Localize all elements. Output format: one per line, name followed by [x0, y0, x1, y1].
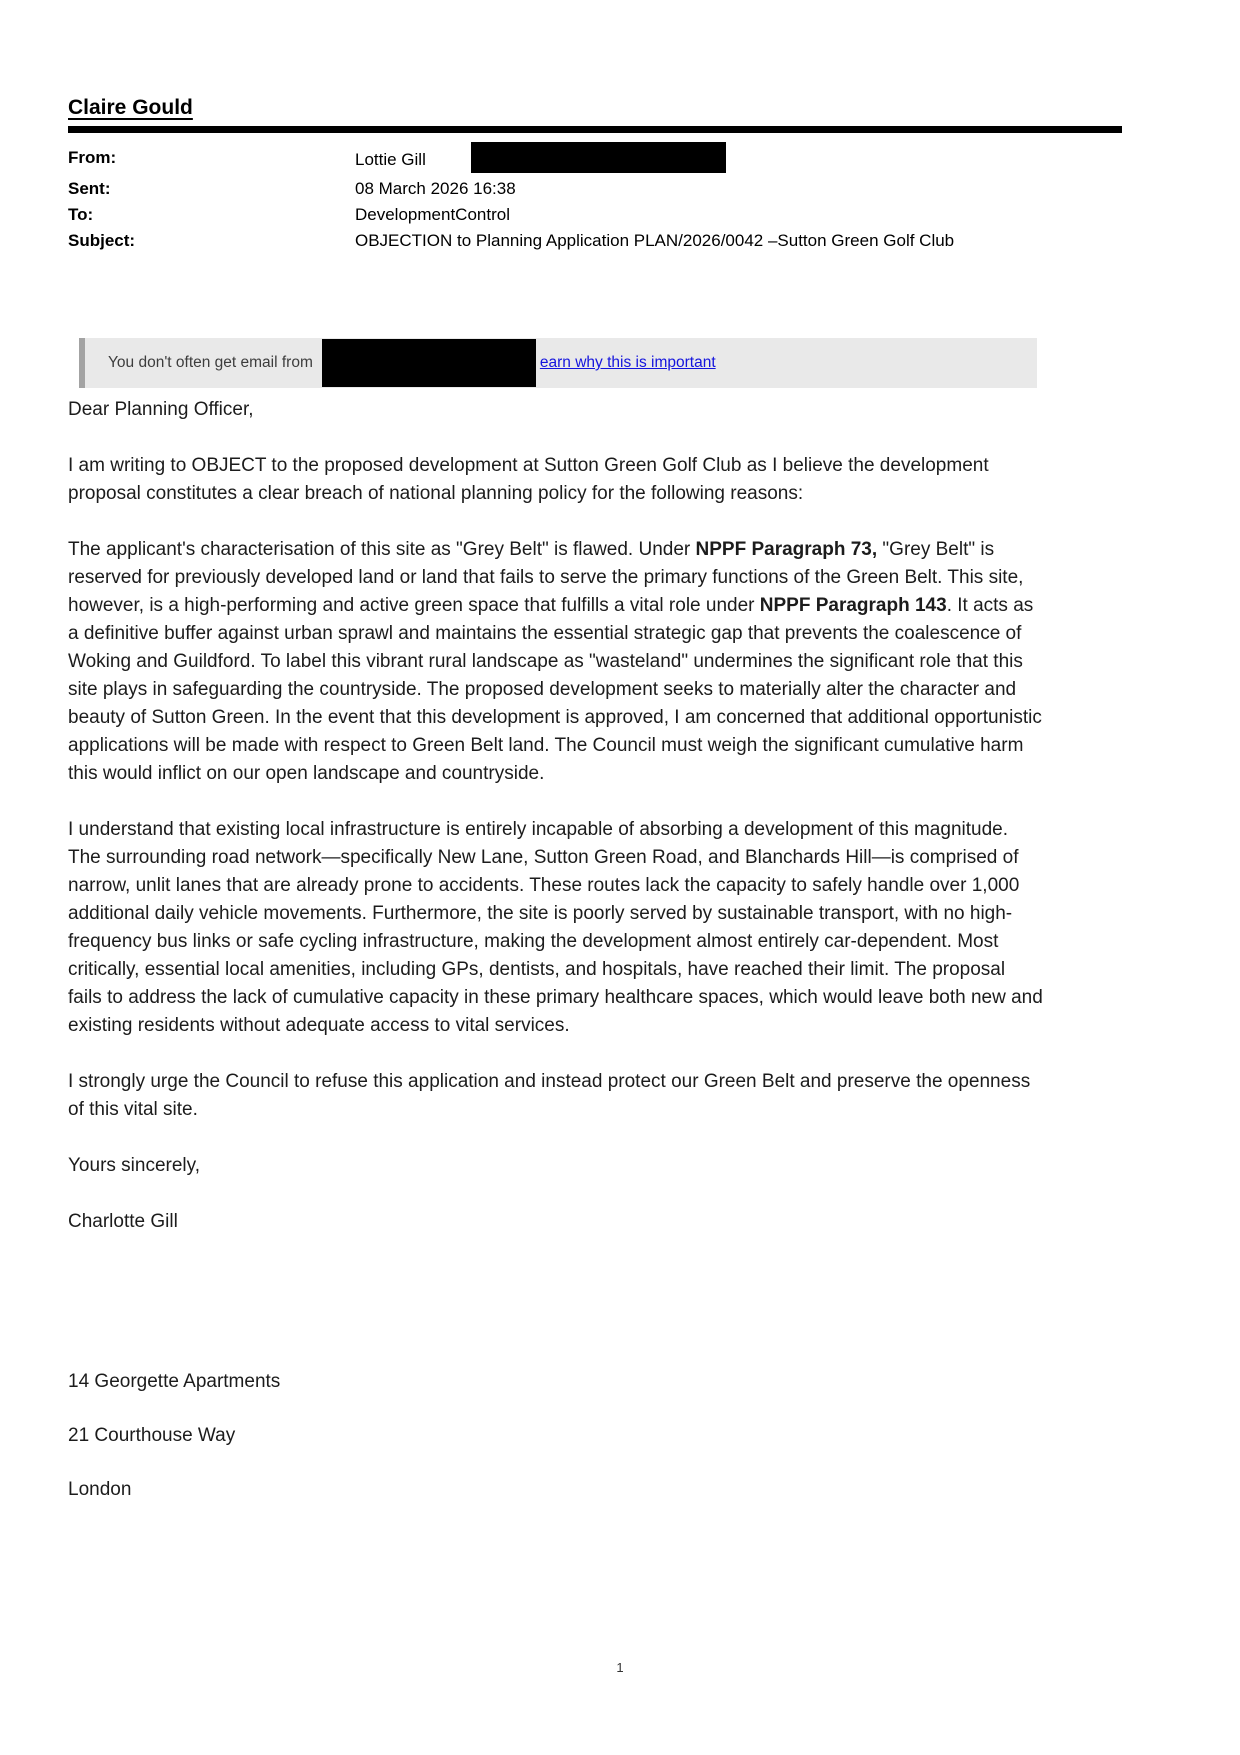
- address-line-3: London: [68, 1479, 132, 1500]
- paragraph-grey-belt: [68, 536, 1043, 788]
- header-row-to: [68, 202, 1240, 228]
- paragraph-infrastructure: I understand that existing local infrastructure is entirely incapable of absorbing a development of this magnitude. The surrounding road network—specifically New Lane, Sutton Green Road, and Blanchards Hill—is comprised of narrow, unlit lanes that are already prone to accidents. These routes lack the capacity to safely handle over 1,000 additional daily vehicle movements. Furthermore, the site is poorly served by sustainable transport, with no high-frequency bus links or safe cycling infrastructure, making the development almost entirely car-dependent. Most critically, essential local amenities, including GPs, dentists, and hospitals, have reached their limit. The proposal fails to address the lack of cumulative capacity in these primary healthcare spaces, which would leave both new and existing residents without adequate access to vital services.: [68, 819, 1043, 1036]
- page-number: 1: [616, 1660, 624, 1675]
- address-line-2: 21 Courthouse Way: [68, 1425, 236, 1446]
- header-row-sent: [68, 176, 1240, 202]
- sender-address-block: [68, 1368, 1043, 1504]
- header-row-from: [68, 145, 1240, 176]
- from-label: From:: [68, 148, 117, 167]
- sent-value: 08 March 2026 16:38: [355, 179, 516, 198]
- header-divider-rule: [68, 126, 1122, 133]
- banner-text: You don't often get email from: [108, 354, 313, 371]
- to-label: To:: [68, 205, 94, 224]
- paragraph-intro: I am writing to OBJECT to the proposed development at Sutton Green Golf Club as I believe the development proposal constitutes a clear breach of national planning policy for the following reasons:: [68, 455, 989, 504]
- subject-value: OBJECTION to Planning Application PLAN/2026/0042 –Sutton Green Golf Club: [355, 231, 955, 250]
- unfamiliar-sender-banner: [79, 338, 1037, 388]
- redaction-box-banner-email: [322, 339, 536, 387]
- email-header-fields: [68, 145, 1240, 254]
- header-row-subject: [68, 228, 1240, 254]
- nppf-paragraph-143-bold: NPPF Paragraph 143: [759, 595, 947, 616]
- from-value: [355, 145, 726, 176]
- banner-left-bar: [79, 338, 85, 388]
- closing: Yours sincerely,: [68, 1155, 201, 1176]
- sender-name: Lottie Gill: [355, 149, 426, 169]
- grey-belt-text-post: . It acts as a definitive buffer against urban sprawl and maintains the essential strategic gap that prevents the coalescence of Woking and Guildford. To label this vibrant rural landscape as "wasteland" undermines the significant role that this site plays in safeguarding the countryside. The proposed development seeks to materially alter the character and beauty of Sutton Green. In the event that this development is approved, I am concerned that additional opportunistic applications will be made with respect to Green Belt land. The Council must weigh the significant cumulative harm this would inflict on our open landscape and countryside.: [68, 595, 1042, 784]
- subject-label: Subject:: [68, 231, 136, 250]
- email-body: [68, 396, 1043, 1504]
- grey-belt-text: The applicant's characterisation of this site as "Grey Belt" is flawed. Under: [68, 539, 696, 560]
- to-value: DevelopmentControl: [355, 205, 510, 224]
- mailbox-owner-name: Claire Gould: [68, 96, 193, 119]
- address-line-1: 14 Georgette Apartments: [68, 1371, 281, 1392]
- grey-belt-text-mid: "Grey Belt" is reserved for previously developed land or land that fails to serve the primary functions of the Green Belt. This site, however, is a high-performing and active green space that fulfills a vital role under: [68, 539, 1024, 616]
- nppf-paragraph-73-bold: NPPF Paragraph 73,: [695, 539, 878, 560]
- signature-name: Charlotte Gill: [68, 1211, 178, 1232]
- paragraph-urge-refusal: I strongly urge the Council to refuse this application and instead protect our Green Belt and preserve the openness of this vital site.: [68, 1071, 1031, 1120]
- redaction-box-sender-email: [471, 142, 726, 173]
- salutation: Dear Planning Officer,: [68, 399, 254, 420]
- learn-why-link[interactable]: earn why this is important: [539, 354, 716, 371]
- sent-label: Sent:: [68, 179, 111, 198]
